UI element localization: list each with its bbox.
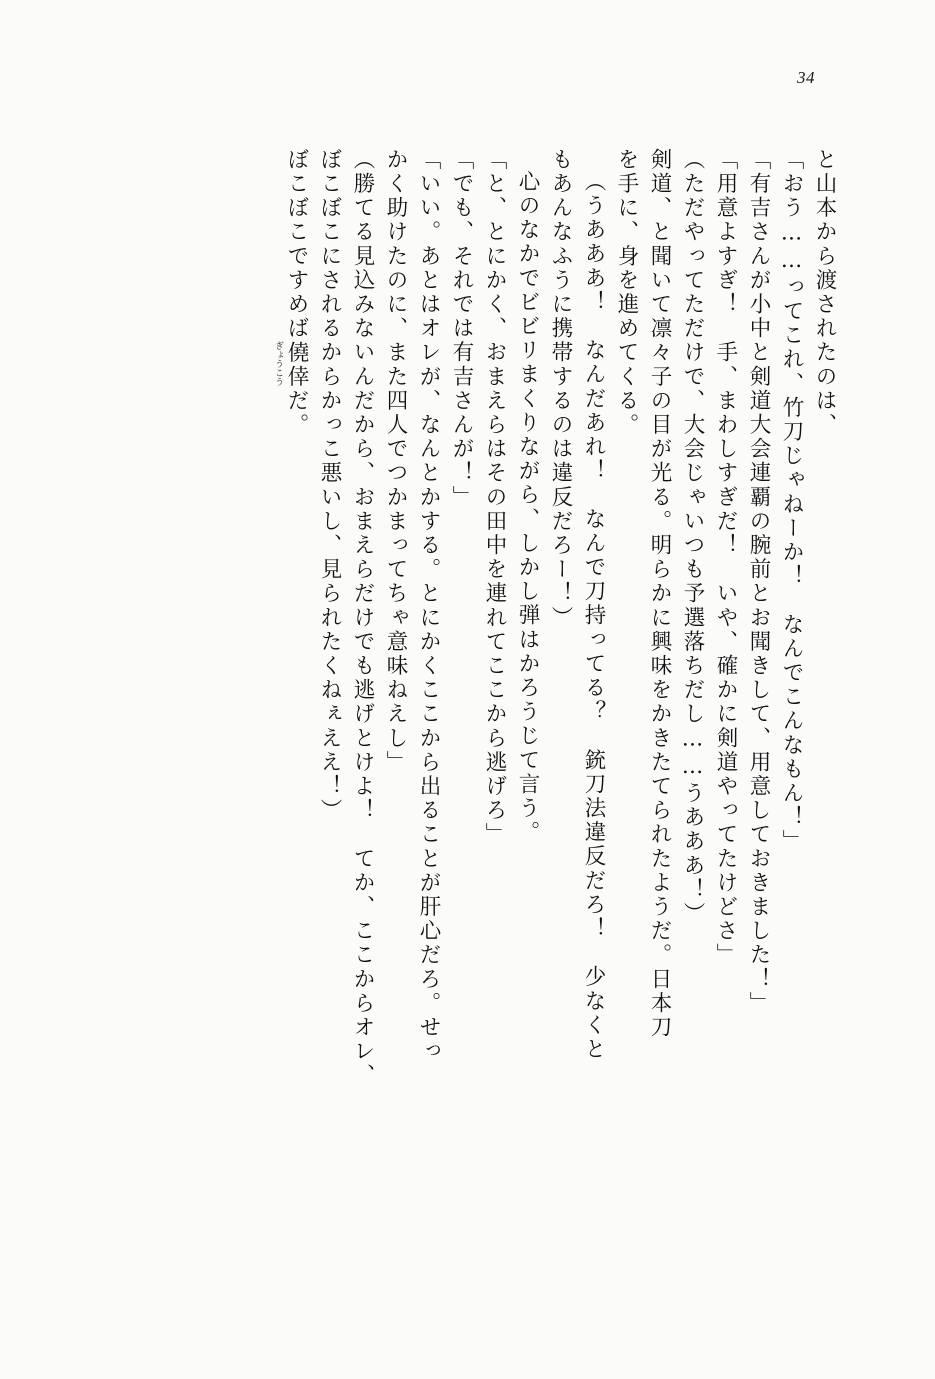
text-column: 「用意よすぎ！ 手、まわしすぎだ！ いや、確かに剣道やってたけどさ」 — [713, 148, 738, 968]
text-column: （うあああ！ なんだあれ！ なんで刀持ってる？ 銃刀法違反だろ！ 少なくと — [581, 170, 606, 1062]
text-column: かく助けたのに、また四人でつかまってちゃ意味ねえし」 — [383, 148, 408, 775]
page-number: 34 — [797, 68, 815, 87]
text-column: （勝てる見込みないんだから、おまえらだけでも逃げとけよ！ てか、ここからオレ、 — [350, 148, 375, 1088]
text-column: 「有吉さんが小中と剣道大会連覇の腕前とお聞きして、用意しておきました！」 — [746, 148, 771, 1016]
text-column: 「おう……ってこれ、竹刀じゃねーか！ なんでこんなもん！」 — [779, 148, 804, 854]
text-column: （ただやってただけで、大会じゃいつも予選落ちだし……うあああ！） — [680, 148, 705, 927]
ruby-reading: ぎょうこう — [273, 340, 283, 386]
text-column: もあんなふうに携帯するのは違反だろー！） — [548, 148, 573, 630]
text-column: 「でも、それでは有吉さんが！」 — [449, 148, 474, 510]
text-column: ぼこぼこですめば僥倖 ぎょうこう だ。 — [273, 148, 309, 438]
text-column: 「いい。あとはオレが、なんとかする。とにかくここから出ることが肝心だろ。せっ — [416, 148, 441, 1064]
vertical-text-block — [100, 148, 835, 1268]
text-column: 「と、とにかく、おまえらはその田中を連れてここから逃げろ」 — [482, 148, 507, 847]
text-column: を手に、身を進めてくる。 — [614, 148, 639, 438]
text-column: 剣道、と聞いて凛々子の目が光る。明らかに興味をかきたてられたようだ。日本刀 — [647, 148, 672, 1040]
ruby-annotation: 僥倖 ぎょうこう — [273, 340, 309, 390]
text-column: と山本から渡されたのは、 — [812, 148, 837, 438]
text-column: 心のなかでビビリまくりながら、しかし弾はかろうじて言う。 — [515, 170, 540, 845]
text-column: ぼこぼこにされるからかっこ悪いし、見られたくねぇええ！） — [317, 148, 342, 823]
